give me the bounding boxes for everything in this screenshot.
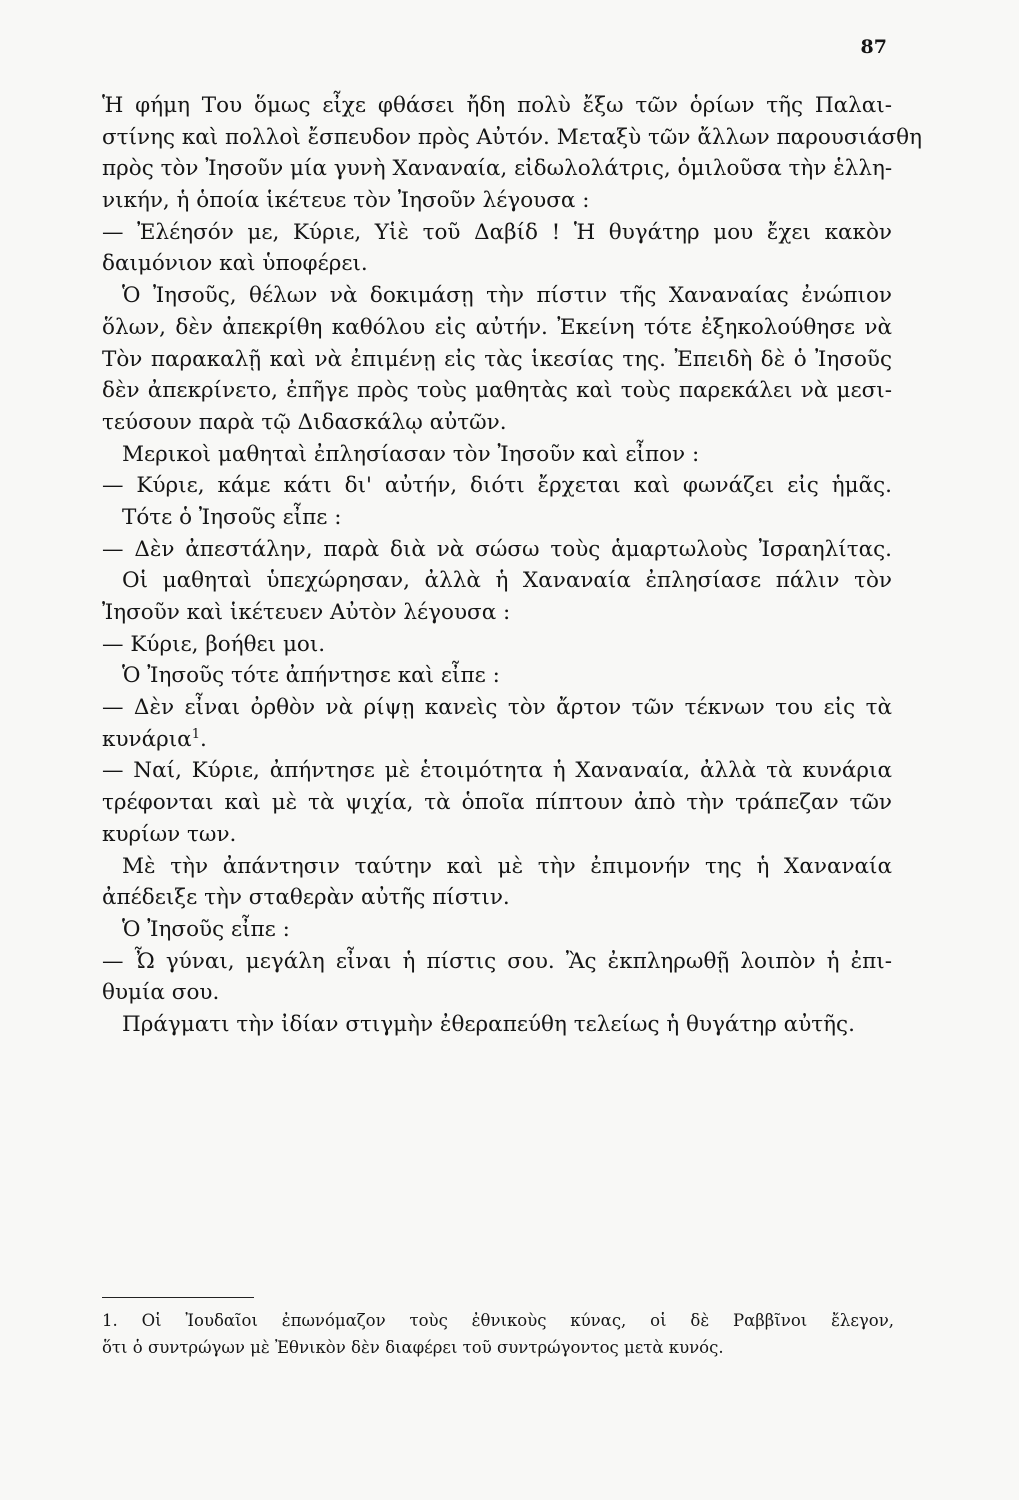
text-line: — Ἐλέησόν με, Κύριε, Υἱὲ τοῦ Δαβίδ ! Ἡ θυγάτηρ μου ἔχει κακὸν (102, 219, 892, 245)
text-line: Ἡ φήμη Του ὅμως εἶχε φθάσει ἤδη πολὺ ἔξω τῶν ὁρίων τῆς Παλαι- (102, 93, 892, 118)
main-text (102, 90, 922, 1041)
text-line (102, 724, 892, 756)
text-line: Ὁ Ἰησοῦς εἶπε : (122, 916, 290, 942)
text-line: Ὁ Ἰησοῦς τότε ἀπήντησε καὶ εἶπε : (122, 663, 500, 689)
footnote-line: 1. Οἱ Ἰουδαῖοι ἐπωνόμαζον τοὺς ἐθνικοὺς κύνας, οἱ δὲ Ραββῖνοι ἔλεγον, (102, 1311, 894, 1330)
text-line: Τότε ὁ Ἰησοῦς εἶπε : (122, 504, 342, 530)
text-line: νικήν, ἡ ὁποία ἱκέτευε τὸν Ἰησοῦν λέγουσα : (102, 188, 590, 214)
text-line: Τὸν παρακαλῇ καὶ νὰ ἐπιμένῃ εἰς τὰς ἱκεσίας της. Ἐπειδὴ δὲ ὁ Ἰησοῦς (102, 346, 892, 372)
text-line: δαιμόνιον καὶ ὑποφέρει. (102, 251, 368, 277)
footnote-line: ὅτι ὁ συντρώγων μὲ Ἐθνικὸν δὲν διαφέρει τοῦ συντρώγοντος μετὰ κυνός. (102, 1338, 724, 1357)
footnote-reference[interactable]: 1 (191, 726, 200, 742)
text-line: ὅλων, δὲν ἀπεκρίθη καθόλου εἰς αὐτήν. Ἐκείνη τότε ἐξηκολούθησε νὰ (102, 314, 892, 340)
text-line: τεύσουν παρὰ τῷ Διδασκάλῳ αὐτῶν. (102, 409, 507, 435)
text-line: — Ὦ γύναι, μεγάλη εἶναι ἡ πίστις σου. Ἂς ἐκπληρωθῇ λοιπὸν ἡ ἐπι- (102, 948, 892, 974)
text-line: στίνης καὶ πολλοὶ ἔσπευδον πρὸς Αὐτόν. Μεταξὺ τῶν ἄλλων παρουσιάσθη (102, 124, 922, 150)
text-line: δὲν ἀπεκρίνετο, ἐπῆγε πρὸς τοὺς μαθητὰς καὶ τοὺς παρεκάλει νὰ μεσι- (102, 378, 892, 404)
text-line: — Κύριε, κάμε κάτι δι' αὐτήν, διότι ἔρχεται καὶ φωνάζει εἰς ἡμᾶς. (102, 473, 892, 499)
text-line: κυρίων των. (102, 821, 237, 847)
text-line: Οἱ μαθηταὶ ὑπεχώρησαν, ἀλλὰ ἡ Χαναναία ἐπλησίασε πάλιν τὸν (122, 568, 892, 594)
text-line: ἀπέδειξε τὴν σταθερὰν αὐτῆς πίστιν. (102, 885, 510, 911)
text-line: Μερικοὶ μαθηταὶ ἐπλησίασαν τὸν Ἰησοῦν καὶ εἶπον : (122, 441, 700, 467)
text-line: τρέφονται καὶ μὲ τὰ ψιχία, τὰ ὁποῖα πίπτουν ἀπὸ τὴν τράπεζαν τῶν (102, 790, 892, 816)
text-line: θυμία σου. (102, 980, 220, 1006)
footnotes (102, 1307, 894, 1361)
text-line: — Δὲν εἶναι ὀρθὸν νὰ ρίψῃ κανεὶς τὸν ἄρτον τῶν τέκνων του εἰς τὰ (102, 695, 892, 721)
text-segment: κυνάρια (102, 726, 192, 752)
text-line: Ἰησοῦν καὶ ἱκέτευεν Αὐτὸν λέγουσα : (102, 600, 511, 625)
text-line: — Δὲν ἀπεστάλην, παρὰ διὰ νὰ σώσω τοὺς ἁμαρτωλοὺς Ἰσραηλίτας. (102, 536, 892, 562)
text-line: Πράγματι τὴν ἰδίαν στιγμὴν ἐθεραπεύθη τελείως ἡ θυγάτηρ αὐτῆς. (122, 1011, 855, 1037)
text-line: πρὸς τὸν Ἰησοῦν μία γυνὴ Χαναναία, εἰδωλολάτρις, ὁμιλοῦσα τὴν ἑλλη- (102, 156, 893, 182)
text-line: Μὲ τὴν ἀπάντησιν ταύτην καὶ μὲ τὴν ἐπιμονήν της ἡ Χαναναία (122, 853, 892, 879)
footnote-divider (102, 1297, 254, 1298)
text-segment: . (199, 726, 207, 752)
text-line: — Κύριε, βοήθει μοι. (102, 631, 326, 657)
text-line: — Ναί, Κύριε, ἀπήντησε μὲ ἑτοιμότητα ἡ Χαναναία, ἀλλὰ τὰ κυνάρια (102, 758, 892, 784)
text-line: Ὁ Ἰησοῦς, θέλων νὰ δοκιμάσῃ τὴν πίστιν τῆς Χαναναίας ἐνώπιον (122, 283, 892, 309)
page-number: 87 (860, 36, 887, 58)
